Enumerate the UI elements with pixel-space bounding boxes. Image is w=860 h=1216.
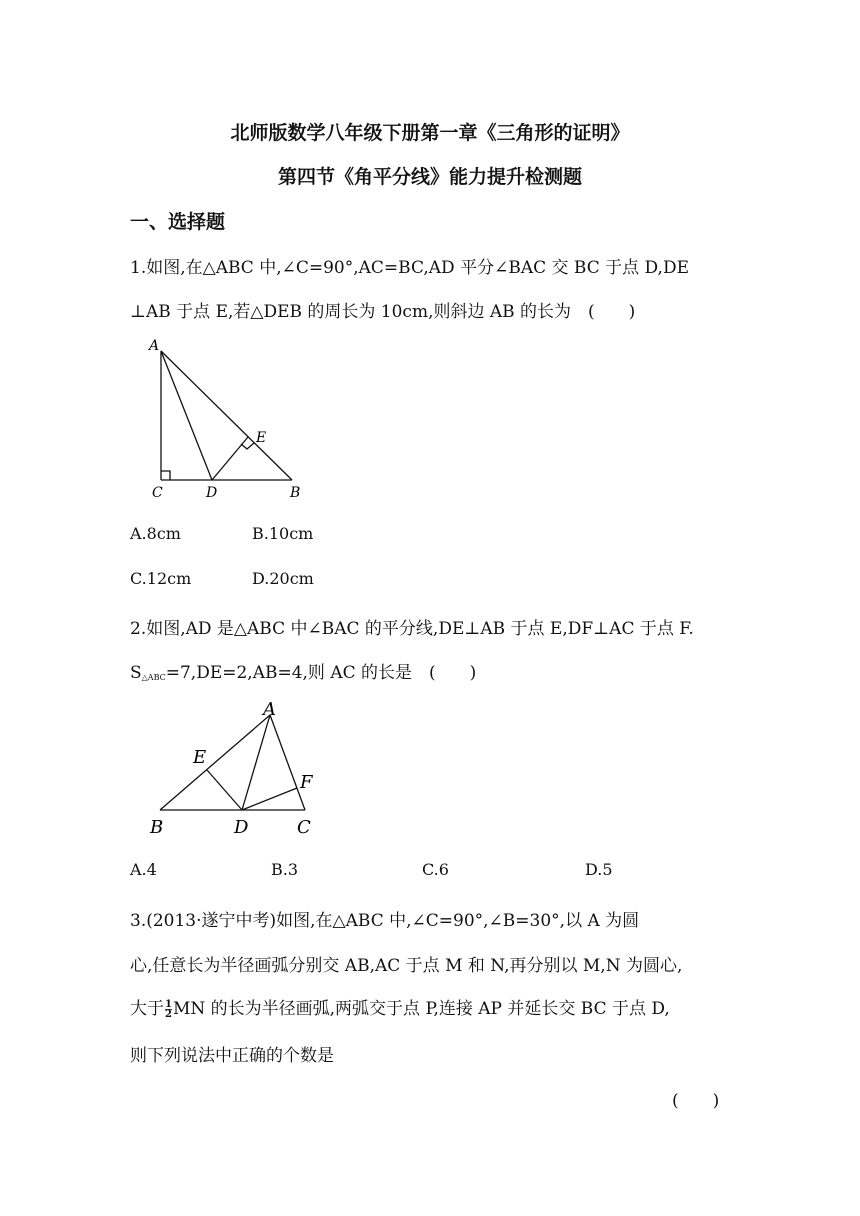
fraction-denominator: 2 [165, 1009, 172, 1020]
label-C: C [297, 817, 311, 838]
q2-text-line1: 2.如图,AD 是△ABC 中∠BAC 的平分线,DE⊥AB 于点 E,DF⊥AC 于点 F. [130, 619, 694, 639]
q2-text-line2-rest: =7,DE=2,AB=4,则 AC 的长是 ( ) [165, 663, 477, 683]
q1-option-a[interactable]: A.8cm [130, 524, 181, 543]
document-subtitle: 第四节《角平分线》能力提升检测题 [277, 166, 582, 188]
q2-option-d[interactable]: D.5 [585, 860, 613, 879]
q1-option-c[interactable]: C.12cm [130, 569, 192, 588]
label-E: E [193, 747, 207, 768]
label-B: B [150, 817, 164, 838]
area-subscript: △ABC [141, 673, 166, 682]
label-D: D [234, 817, 249, 838]
label-B: B [290, 485, 301, 501]
q2-figure [140, 695, 340, 840]
q3-line3-before: 大于 [130, 999, 164, 1019]
section-heading: 一、选择题 [130, 211, 226, 233]
segment-AC [270, 715, 305, 810]
q1-figure [140, 335, 320, 505]
segment-AB [161, 351, 292, 480]
segment-AD [161, 351, 212, 480]
q1-option-d[interactable]: D.20cm [252, 569, 314, 588]
area-symbol: S [130, 663, 142, 683]
fraction-numerator: 1 [165, 999, 172, 1010]
label-E: E [256, 430, 267, 446]
segment-AD [242, 715, 270, 810]
segment-DF [242, 788, 297, 810]
label-D: D [206, 485, 218, 501]
q2-option-c[interactable]: C.6 [422, 860, 449, 879]
label-A: A [149, 338, 160, 354]
q1-text-line1: 1.如图,在△ABC 中,∠C=90°,AC=BC,AD 平分∠BAC 交 BC 于点 D,DE [130, 258, 689, 278]
q3-line3-after: MN 的长为半径画弧,两弧交于点 P,连接 AP 并延长交 BC 于点 D, [172, 999, 670, 1019]
q1-text-line2: ⊥AB 于点 E,若△DEB 的周长为 10cm,则斜边 AB 的长为 ( ) [130, 302, 636, 322]
q2-text-line2 [130, 658, 476, 683]
q3-text-line3 [130, 994, 670, 1019]
right-angle-mark-C [161, 471, 170, 480]
label-A: A [263, 699, 276, 720]
q3-text-line4: 则下列说法中正确的个数是 [130, 1046, 334, 1066]
segment-AB [160, 715, 270, 810]
q3-answer-paren: ( ) [672, 1091, 720, 1111]
q3-text-line1: 3.(2013·遂宁中考)如图,在△ABC 中,∠C=90°,∠B=30°,以 A 为圆 [130, 911, 640, 931]
segment-DE [212, 437, 248, 480]
label-F: F [300, 772, 313, 793]
label-C: C [152, 485, 163, 501]
fraction-one-half [165, 1000, 172, 1019]
q3-text-line2: 心,任意长为半径画弧分别交 AB,AC 于点 M 和 N,再分别以 M,N 为圆心, [130, 956, 683, 976]
segment-DE [207, 770, 242, 810]
q1-option-b[interactable]: B.10cm [252, 524, 314, 543]
document-title: 北师版数学八年级下册第一章《三角形的证明》 [230, 122, 630, 144]
q2-option-a[interactable]: A.4 [130, 860, 157, 879]
q2-option-b[interactable]: B.3 [271, 860, 299, 879]
